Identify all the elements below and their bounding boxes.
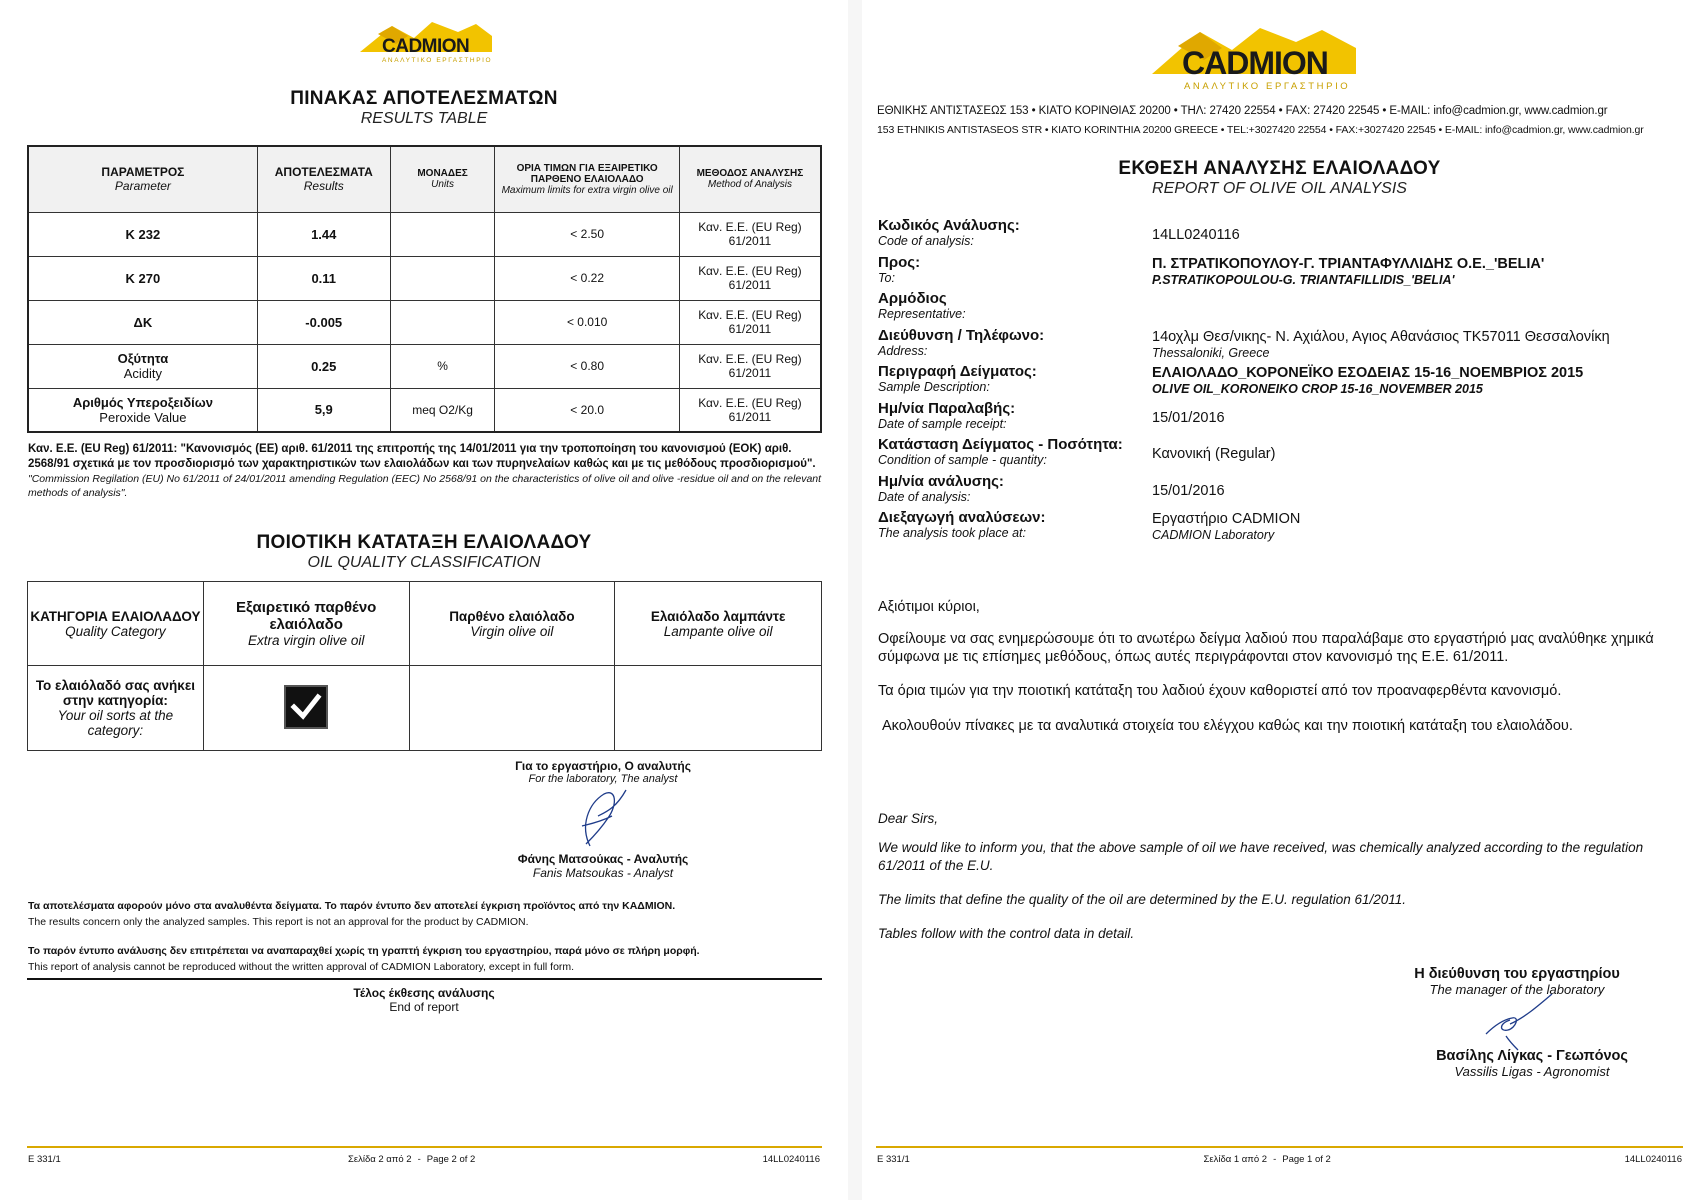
table-row <box>28 256 821 300</box>
disclaimer2-gr: Το παρόν έντυπο ανάλυσης δεν επιτρέπεται να αναπαραχθεί χωρίς τη γραπτή έγκριση του εργαστηρίου, παρά μόνο σε πλήρη μορφή. <box>28 944 700 957</box>
cadmion-logo <box>352 18 500 66</box>
result-cell: 0.11 <box>257 256 390 300</box>
footer-page-number: Σελίδα 2 από 2 - Page 2 of 2 <box>347 1154 476 1165</box>
end-of-report <box>28 986 820 1014</box>
logo-subtitle: ΑΝΑΛΥΤΙΚΟ ΕΡΓΑΣΤΗΡΙΟ <box>382 57 493 64</box>
limit-cell: < 0.010 <box>495 300 679 344</box>
unit-cell <box>390 212 495 256</box>
result-label-cell: Το ελαιόλαδό σας ανήκει στην κατηγορία: Your oil sorts at the category: <box>28 666 204 751</box>
lampante-check-cell <box>615 666 822 751</box>
letter-en-paragraph: Tables follow with the control data in detail. <box>878 926 1135 942</box>
manager-title-gr: Η διεύθυνση του εργαστηρίου <box>1414 966 1620 982</box>
results-header-row <box>28 146 821 212</box>
manager-title-en: The manager of the laboratory <box>1429 982 1605 997</box>
result-cell: 0.25 <box>257 344 390 388</box>
table-row <box>28 212 821 256</box>
virgin-check-cell <box>409 666 615 751</box>
manager-name-block <box>1382 1048 1682 1079</box>
info-row-representative: Αρμόδιος Representative: <box>878 290 966 321</box>
letter-en-salutation: Dear Sirs, <box>878 811 939 826</box>
footer-form-code: E 331/1 <box>877 1154 910 1165</box>
regulation-note <box>28 442 824 500</box>
results-title-en: RESULTS TABLE <box>360 110 488 127</box>
result-cell: 5,9 <box>257 388 390 432</box>
analyst-name-en: Fanis Matsoukas - Analyst <box>532 866 674 880</box>
footer-report-code: 14LL0240116 <box>762 1154 820 1165</box>
letter-gr-salutation: Αξιότιμοι κύριοι, <box>878 599 980 615</box>
analyst-for-lab-en: For the laboratory, The analyst <box>528 773 678 785</box>
unit-cell <box>390 256 495 300</box>
end-report-gr: Τέλος έκθεσης ανάλυσης <box>353 986 495 1000</box>
lab-contact-info <box>877 101 1682 140</box>
sample-description-value: ΕΛΑΙΟΛΑΔΟ_ΚΟΡΟΝΕΪΚΟ ΕΣΟΔΕΙΑΣ 15-16_ΝΟΕΜΒΡΙΟΣ 2015 <box>1152 365 1584 381</box>
letter-greek <box>878 598 1668 751</box>
table-row <box>28 300 821 344</box>
cadmion-logo <box>1142 22 1370 94</box>
table-row <box>28 388 821 432</box>
category-header-cell: ΚΑΤΗΓΟΡΙΑ ΕΛΑΙΟΛΑΔΟΥ Quality Category <box>28 582 204 666</box>
checkmark-icon <box>284 685 328 729</box>
limit-cell: < 20.0 <box>495 388 679 432</box>
header-method: ΜΕΘΟΔΟΣ ΑΝΑΛΥΣΗΣ Method of Analysis <box>679 146 821 212</box>
footer-report-code: 14LL0240116 <box>1624 1154 1682 1165</box>
classification-table <box>27 581 822 751</box>
method-cell: Καν. Ε.Ε. (EU Reg) 61/2011 <box>679 256 821 300</box>
method-cell: Καν. Ε.Ε. (EU Reg) 61/2011 <box>679 344 821 388</box>
results-table <box>27 145 822 433</box>
result-cell: -0.005 <box>257 300 390 344</box>
param-cell: K 270 <box>28 256 257 300</box>
logo-subtitle: ΑΝΑΛΥΤΙΚΟ ΕΡΓΑΣΤΗΡΙΟ <box>1184 81 1351 92</box>
analysis-info <box>878 218 1678 547</box>
footer-divider <box>876 1146 1683 1148</box>
page-gutter <box>848 0 862 1200</box>
sample-description-value-en: OLIVE OIL_KORONEIKO CROP 15-16_NOVEMBER 2015 <box>1152 382 1483 396</box>
report-title <box>877 158 1682 198</box>
end-report-en: End of report <box>389 1000 459 1014</box>
lab-value-en: CADMION Laboratory <box>1152 528 1275 542</box>
header-units: ΜΟΝΑΔΕΣ Units <box>390 146 495 212</box>
contact-line-gr: ΕΘΝΙΚΗΣ ΑΝΤΙΣΤΑΣΕΩΣ 153 • ΚΙΑΤΟ ΚΟΡΙΝΘΙΑΣ 20200 • ΤΗΛ: 27420 22554 • FAX: 27420 22545 • E-MAIL: info@cadmion.gr, www.cadmion.gr <box>877 105 1608 117</box>
info-row-lab: Διεξαγωγή αναλύσεων: The analysis took place at: Εργαστήριο CADMION CADMION Laboratory <box>878 510 1678 547</box>
page-footer <box>877 1154 1682 1165</box>
unit-cell <box>390 300 495 344</box>
receipt-date-value: 15/01/2016 <box>1152 409 1225 426</box>
header-limits: ΟΡΙΑ ΤΙΜΩΝ ΓΙΑ ΕΞΑΙΡΕΤΙΚΟ ΠΑΡΘΕΝΟ ΕΛΑΙΟΛΑΔΟ Maximum limits for extra virgin olive oil <box>495 146 679 212</box>
info-row-receipt-date: Ημ/νία Παραλαβής: Date of sample receipt: 15/01/2016 <box>878 401 1678 438</box>
contact-line-en: 153 ETHNIKIS ANTISTASEOS STR • KIATO KORINTHIA 20200 GREECE • TEL:+3027420 22554 • FAX:+3027420 22545 • E-MAIL: info@cadmion.gr, www.cadmion.gr <box>877 124 1644 137</box>
letter-english <box>878 810 1668 959</box>
results-title <box>28 88 820 128</box>
disclaimer2-en: This report of analysis cannot be reproduced without the written approval of CADMION Laboratory, except in full form. <box>28 960 575 973</box>
classification-result-row <box>28 666 822 751</box>
classification-title-en: OIL QUALITY CLASSIFICATION <box>307 554 541 571</box>
report-title-gr: ΕΚΘΕΣΗ ΑΝΑΛΥΣΗΣ ΕΛΑΙΟΛΑΔΟΥ <box>1118 158 1441 179</box>
footer-form-code: E 331/1 <box>28 1154 61 1165</box>
unit-cell: meq O2/Kg <box>390 388 495 432</box>
recipient-value: Π. ΣΤΡΑΤΙΚΟΠΟΥΛΟΥ-Γ. ΤΡΙΑΝΤΑΦΥΛΛΙΔΗΣ Ο.Ε._'BELIA' <box>1152 255 1545 272</box>
limit-cell: < 2.50 <box>495 212 679 256</box>
category-extra-virgin: Εξαιρετικό παρθένο ελαιόλαδο Extra virgin olive oil <box>203 582 409 666</box>
address-value: 14οχλμ Θεσ/νικης- Ν. Αχιάλου, Αγιος Αθανάσιος ΤΚ57011 Θεσσαλονίκη <box>1152 328 1610 345</box>
footer-page-number: Σελίδα 1 από 2 - Page 1 of 2 <box>1203 1154 1331 1165</box>
param-cell: Οξύτητα Acidity <box>28 344 257 388</box>
analyst-block <box>468 759 738 785</box>
param-cell: Αριθμός Υπεροξειδίων Peroxide Value <box>28 388 257 432</box>
footer-divider <box>27 1146 822 1148</box>
end-divider <box>27 978 822 980</box>
method-cell: Καν. Ε.Ε. (EU Reg) 61/2011 <box>679 300 821 344</box>
recipient-value-en: P.STRATIKOPOULOU-G. TRIANTAFILLIDIS_'BELIA' <box>1152 272 1455 287</box>
limit-cell: < 0.22 <box>495 256 679 300</box>
analyst-for-lab-gr: Για το εργαστήριο, Ο αναλυτής <box>515 759 691 773</box>
report-page-1 <box>862 0 1697 1200</box>
info-row-condition: Κατάσταση Δείγματος - Ποσότητα: Condition of sample - quantity: Κανονική (Regular) <box>878 437 1678 474</box>
regulation-note-gr: Καν. Ε.Ε. (EU Reg) 61/2011: "Κανονισμός (ΕΕ) αριθ. 61/2011 της επιτροπής της 14/01/2011 για την τροποποίηση του κανονισμού (ΕΟΚ) αριθ. 2568/91 σχετικά με τον προσδιορισμό των χαρακτηριστικών των ελαιολάδων και των πυρηνελαίων καθώς και με τις μεθόδους προσδιορισμού". <box>28 443 816 470</box>
logo-brand: CADMION <box>1182 45 1328 81</box>
category-lampante: Ελαιόλαδο λαμπάντε Lampante olive oil <box>615 582 822 666</box>
analyst-name-gr: Φάνης Ματσούκας - Αναλυτής <box>517 852 689 866</box>
condition-value: Κανονική (Regular) <box>1152 446 1276 462</box>
analyst-signature <box>560 786 640 852</box>
info-row-address: Διεύθυνση / Τηλέφωνο: Address: 14οχλμ Θεσ/νικης- Ν. Αχιάλου, Αγιος Αθανάσιος ΤΚ57011 Θεσσαλονίκη Thessaloniki, Greece <box>878 328 1678 365</box>
analysis-date-value: 15/01/2016 <box>1152 482 1225 499</box>
logo-brand: CADMION <box>382 36 470 57</box>
manager-signature <box>1480 990 1560 1052</box>
info-row-recipient: Προς: To: Π. ΣΤΡΑΤΙΚΟΠΟΥΛΟΥ-Γ. ΤΡΙΑΝΤΑΦΥΛΛΙΔΗΣ Ο.Ε._'BELIA' P.STRATIKOPOULOU-G. TRIANTAFILLIDIS_'BELIA' <box>878 255 1678 292</box>
page-footer <box>28 1154 820 1165</box>
method-cell: Καν. Ε.Ε. (EU Reg) 61/2011 <box>679 212 821 256</box>
lab-value: Εργαστήριο CADMION <box>1152 511 1301 527</box>
unit-cell: % <box>390 344 495 388</box>
report-title-en: REPORT OF OLIVE OIL ANALYSIS <box>1152 180 1407 197</box>
info-row-analysis-date: Ημ/νία ανάλυσης: Date of analysis: 15/01/2016 <box>878 474 1678 511</box>
disclaimers <box>28 898 824 987</box>
param-cell: K 232 <box>28 212 257 256</box>
report-page-2 <box>0 0 848 1200</box>
analysis-code-value: 14LL0240116 <box>1152 227 1240 243</box>
disclaimer1-en: The results concern only the analyzed samples. This report is not an approval for the product by CADMION. <box>28 916 529 929</box>
extra-virgin-check-cell <box>203 666 409 751</box>
letter-gr-paragraph: Τα όρια τιμών για την ποιοτική κατάταξη του λαδιού έχουν καθοριστεί από τον προαναφερθέντα κανονισμό. <box>878 683 1562 700</box>
result-cell: 1.44 <box>257 212 390 256</box>
classification-header-row <box>28 582 822 666</box>
limit-cell: < 0.80 <box>495 344 679 388</box>
manager-name-en: Vassilis Ligas - Agronomist <box>1454 1064 1610 1079</box>
letter-gr-paragraph: Οφείλουμε να σας ενημερώσουμε ότι το ανωτέρω δείγμα λαδιού που παραλάβαμε στο εργαστήριό μας αναλύθηκε χημικά σύμφωνα με τις επίσημες μεθόδους, όπως αυτές περιγράφονται στον κανονισμό της Ε.Ε. 61/2011. <box>878 631 1654 666</box>
regulation-note-en: "Commission Regilation (EU) No 61/2011 of 24/01/2011 amending Regulation (EEC) No 2568/91 on the characteristics of olive oil and olive -residue oil and on the relevant methods of analysis". <box>28 472 822 499</box>
classification-title <box>28 532 820 572</box>
analyst-name-block <box>468 852 738 880</box>
manager-name-gr: Βασίλης Λίγκας - Γεωπόνος <box>1436 1048 1628 1064</box>
letter-en-paragraph: We would like to inform you, that the above sample of oil we have received, was chemically analyzed according to the regulation 61/2011 of the E.U. <box>878 840 1644 873</box>
classification-title-gr: ΠΟΙΟΤΙΚΗ ΚΑΤΑΤΑΞΗ ΕΛΑΙΟΛΑΔΟΥ <box>256 532 592 553</box>
results-title-gr: ΠΙΝΑΚΑΣ ΑΠΟΤΕΛΕΣΜΑΤΩΝ <box>290 88 558 109</box>
info-row-sample: Περιγραφή Δείγματος: Sample Description: ΕΛΑΙΟΛΑΔΟ_ΚΟΡΟΝΕΪΚΟ ΕΣΟΔΕΙΑΣ 15-16_ΝΟΕΜΒΡΙΟΣ 2015 OLIVE OIL_KORONEIKO CROP 15-16_NOVEMBER 2015 <box>878 364 1678 401</box>
header-parameter: ΠΑΡΑΜΕΤΡΟΣ Parameter <box>28 146 257 212</box>
param-cell: ΔK <box>28 300 257 344</box>
address-value-en: Thessaloniki, Greece <box>1152 345 1270 360</box>
table-row <box>28 344 821 388</box>
category-virgin: Παρθένο ελαιόλαδο Virgin olive oil <box>409 582 615 666</box>
disclaimer1-gr: Τα αποτελέσματα αφορούν μόνο στα αναλυθέντα δείγματα. Το παρόν έντυπο δεν αποτελεί έγκριση προϊόντος από την ΚΑΔΜΙΟΝ. <box>28 900 676 912</box>
info-row-code: Κωδικός Ανάλυσης: Code of analysis: 14LL0240116 <box>878 218 1678 255</box>
method-cell: Καν. Ε.Ε. (EU Reg) 61/2011 <box>679 388 821 432</box>
letter-en-paragraph: The limits that define the quality of the oil are determined by the E.U. regulation 61/2011. <box>878 891 1407 907</box>
letter-gr-paragraph: Ακολουθούν πίνακες με τα αναλυτικά στοιχεία του ελέγχου καθώς και την ποιοτική κατάταξη του ελαιολάδου. <box>882 717 1573 734</box>
header-results: ΑΠΟΤΕΛΕΣΜΑΤΑ Results <box>257 146 390 212</box>
